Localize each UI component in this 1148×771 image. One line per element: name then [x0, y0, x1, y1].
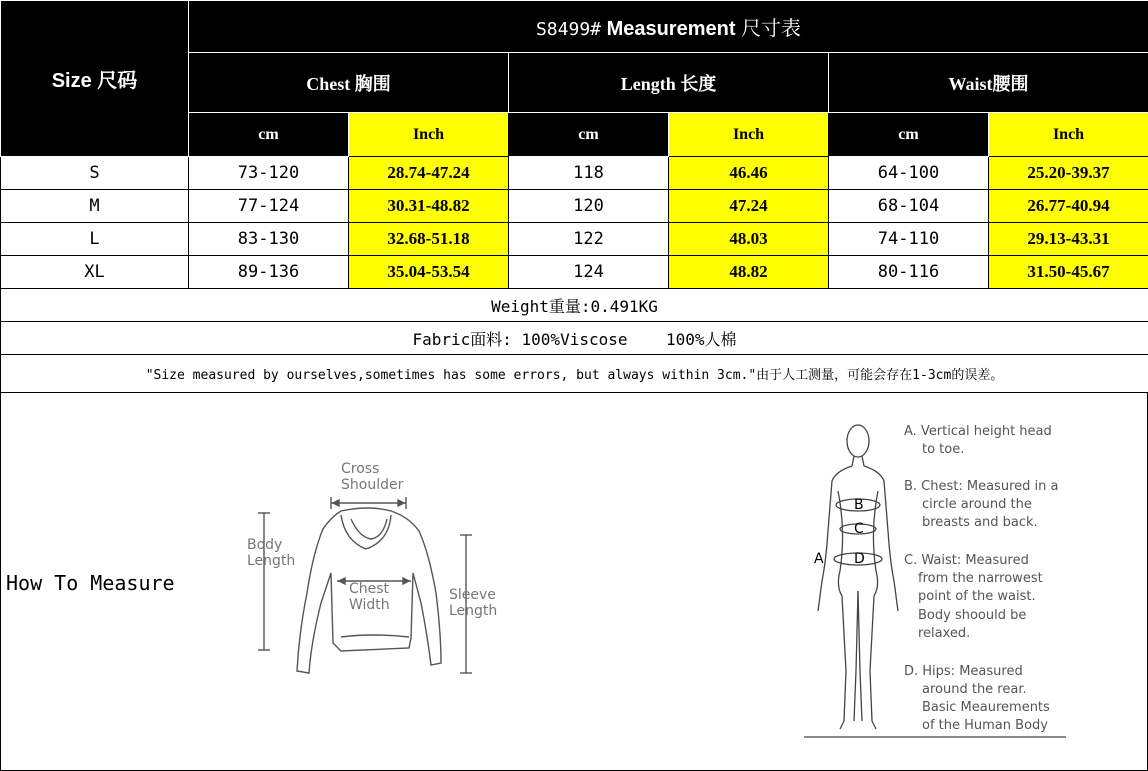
- cross-shoulder-label-1: Cross: [341, 461, 380, 477]
- size-cell: L: [1, 223, 189, 256]
- weight-info: Weight重量:0.491KG: [1, 289, 1148, 322]
- body-length-label-1: Body: [247, 537, 283, 553]
- waist-cm-cell: 64-100: [829, 157, 989, 190]
- legend-b-line-2: circle around the: [922, 497, 1032, 512]
- length-cm-cell: 122: [509, 223, 669, 256]
- sweater-diagram: [241, 453, 511, 693]
- group-length: Length 长度: [509, 53, 829, 113]
- length-inch-cell: 47.24: [669, 190, 829, 223]
- waist-inch-cell: 29.13-43.31: [989, 223, 1148, 256]
- marker-b: B: [854, 497, 864, 513]
- length-cm-cell: 118: [509, 157, 669, 190]
- chest-cm-cell: 89-136: [189, 256, 349, 289]
- table-row: [1, 157, 1148, 190]
- marker-d: D: [854, 551, 865, 567]
- table-row: [1, 190, 1148, 223]
- legend-c-line-2: from the narrowest: [918, 571, 1043, 586]
- unit-inch-length: Inch: [669, 113, 829, 157]
- marker-a: A: [814, 551, 824, 567]
- legend-b-line-3: breasts and back.: [922, 515, 1038, 530]
- length-inch-cell: 46.46: [669, 157, 829, 190]
- legend-a-line-1: A. Vertical height head: [904, 424, 1052, 439]
- cross-shoulder-label-2: Shoulder: [341, 477, 404, 493]
- length-inch-cell: 48.03: [669, 223, 829, 256]
- length-inch-cell: 48.82: [669, 256, 829, 289]
- size-cell: M: [1, 190, 189, 223]
- body-diagram: [796, 411, 1086, 761]
- sleeve-length-label-1: Sleeve: [449, 587, 496, 603]
- waist-cm-cell: 80-116: [829, 256, 989, 289]
- chest-inch-cell: 35.04-53.54: [349, 256, 509, 289]
- unit-cm-waist: cm: [829, 113, 989, 157]
- chest-inch-cell: 28.74-47.24: [349, 157, 509, 190]
- legend-a-line-2: to toe.: [922, 442, 965, 457]
- waist-cm-cell: 74-110: [829, 223, 989, 256]
- size-cell: XL: [1, 256, 189, 289]
- chart-title: [189, 1, 1148, 53]
- unit-cm-chest: cm: [189, 113, 349, 157]
- legend-b-line-1: B. Chest: Measured in a: [904, 479, 1059, 494]
- legend-d-line-1: D. Hips: Measured: [904, 664, 1023, 679]
- fabric-info: Fabric面料: 100%Viscose 100%人棉: [1, 322, 1148, 355]
- legend-d-line-4: of the Human Body: [922, 718, 1048, 733]
- legend-d-line-2: around the rear.: [922, 682, 1027, 697]
- legend-c-line-5: relaxed.: [918, 626, 971, 641]
- unit-inch-waist: Inch: [989, 113, 1148, 157]
- legend-c-line-3: point of the waist.: [918, 589, 1036, 604]
- group-waist: Waist腰围: [829, 53, 1148, 113]
- sleeve-length-label-2: Length: [449, 603, 498, 619]
- waist-cm-cell: 68-104: [829, 190, 989, 223]
- title-cn: 尺寸表: [741, 18, 802, 40]
- unit-cm-length: cm: [509, 113, 669, 157]
- table-row: [1, 256, 1148, 289]
- chest-cm-cell: 77-124: [189, 190, 349, 223]
- length-cm-cell: 120: [509, 190, 669, 223]
- legend-d-line-3: Basic Meaurements: [922, 700, 1050, 715]
- unit-inch-chest: Inch: [349, 113, 509, 157]
- size-header: Size 尺码: [1, 1, 189, 157]
- waist-inch-cell: 26.77-40.94: [989, 190, 1148, 223]
- chest-width-label-1: Chest: [349, 581, 390, 597]
- group-chest: Chest 胸围: [189, 53, 509, 113]
- waist-inch-cell: 25.20-39.37: [989, 157, 1148, 190]
- table-row: [1, 223, 1148, 256]
- waist-inch-cell: 31.50-45.67: [989, 256, 1148, 289]
- chest-inch-cell: 30.31-48.82: [349, 190, 509, 223]
- length-cm-cell: 124: [509, 256, 669, 289]
- chest-width-label-2: Width: [349, 597, 390, 613]
- how-to-measure-section: [0, 393, 1148, 771]
- body-length-label-2: Length: [247, 553, 296, 569]
- measurement-note: "Size measured by ourselves,sometimes has some errors, but always within 3cm."由于人工测量，可能会存在1-3cm的误差。: [1, 355, 1148, 393]
- chest-inch-cell: 32.68-51.18: [349, 223, 509, 256]
- marker-c: C: [854, 521, 864, 537]
- how-to-measure-label: How To Measure: [6, 571, 175, 595]
- chest-cm-cell: 83-130: [189, 223, 349, 256]
- legend-c-line-4: Body shoould be: [918, 608, 1027, 623]
- chest-cm-cell: 73-120: [189, 157, 349, 190]
- title-code: S8499#: [535, 19, 601, 40]
- title-main: Measurement: [606, 18, 736, 40]
- size-cell: S: [1, 157, 189, 190]
- legend-c-line-1: C. Waist: Measured: [904, 553, 1029, 568]
